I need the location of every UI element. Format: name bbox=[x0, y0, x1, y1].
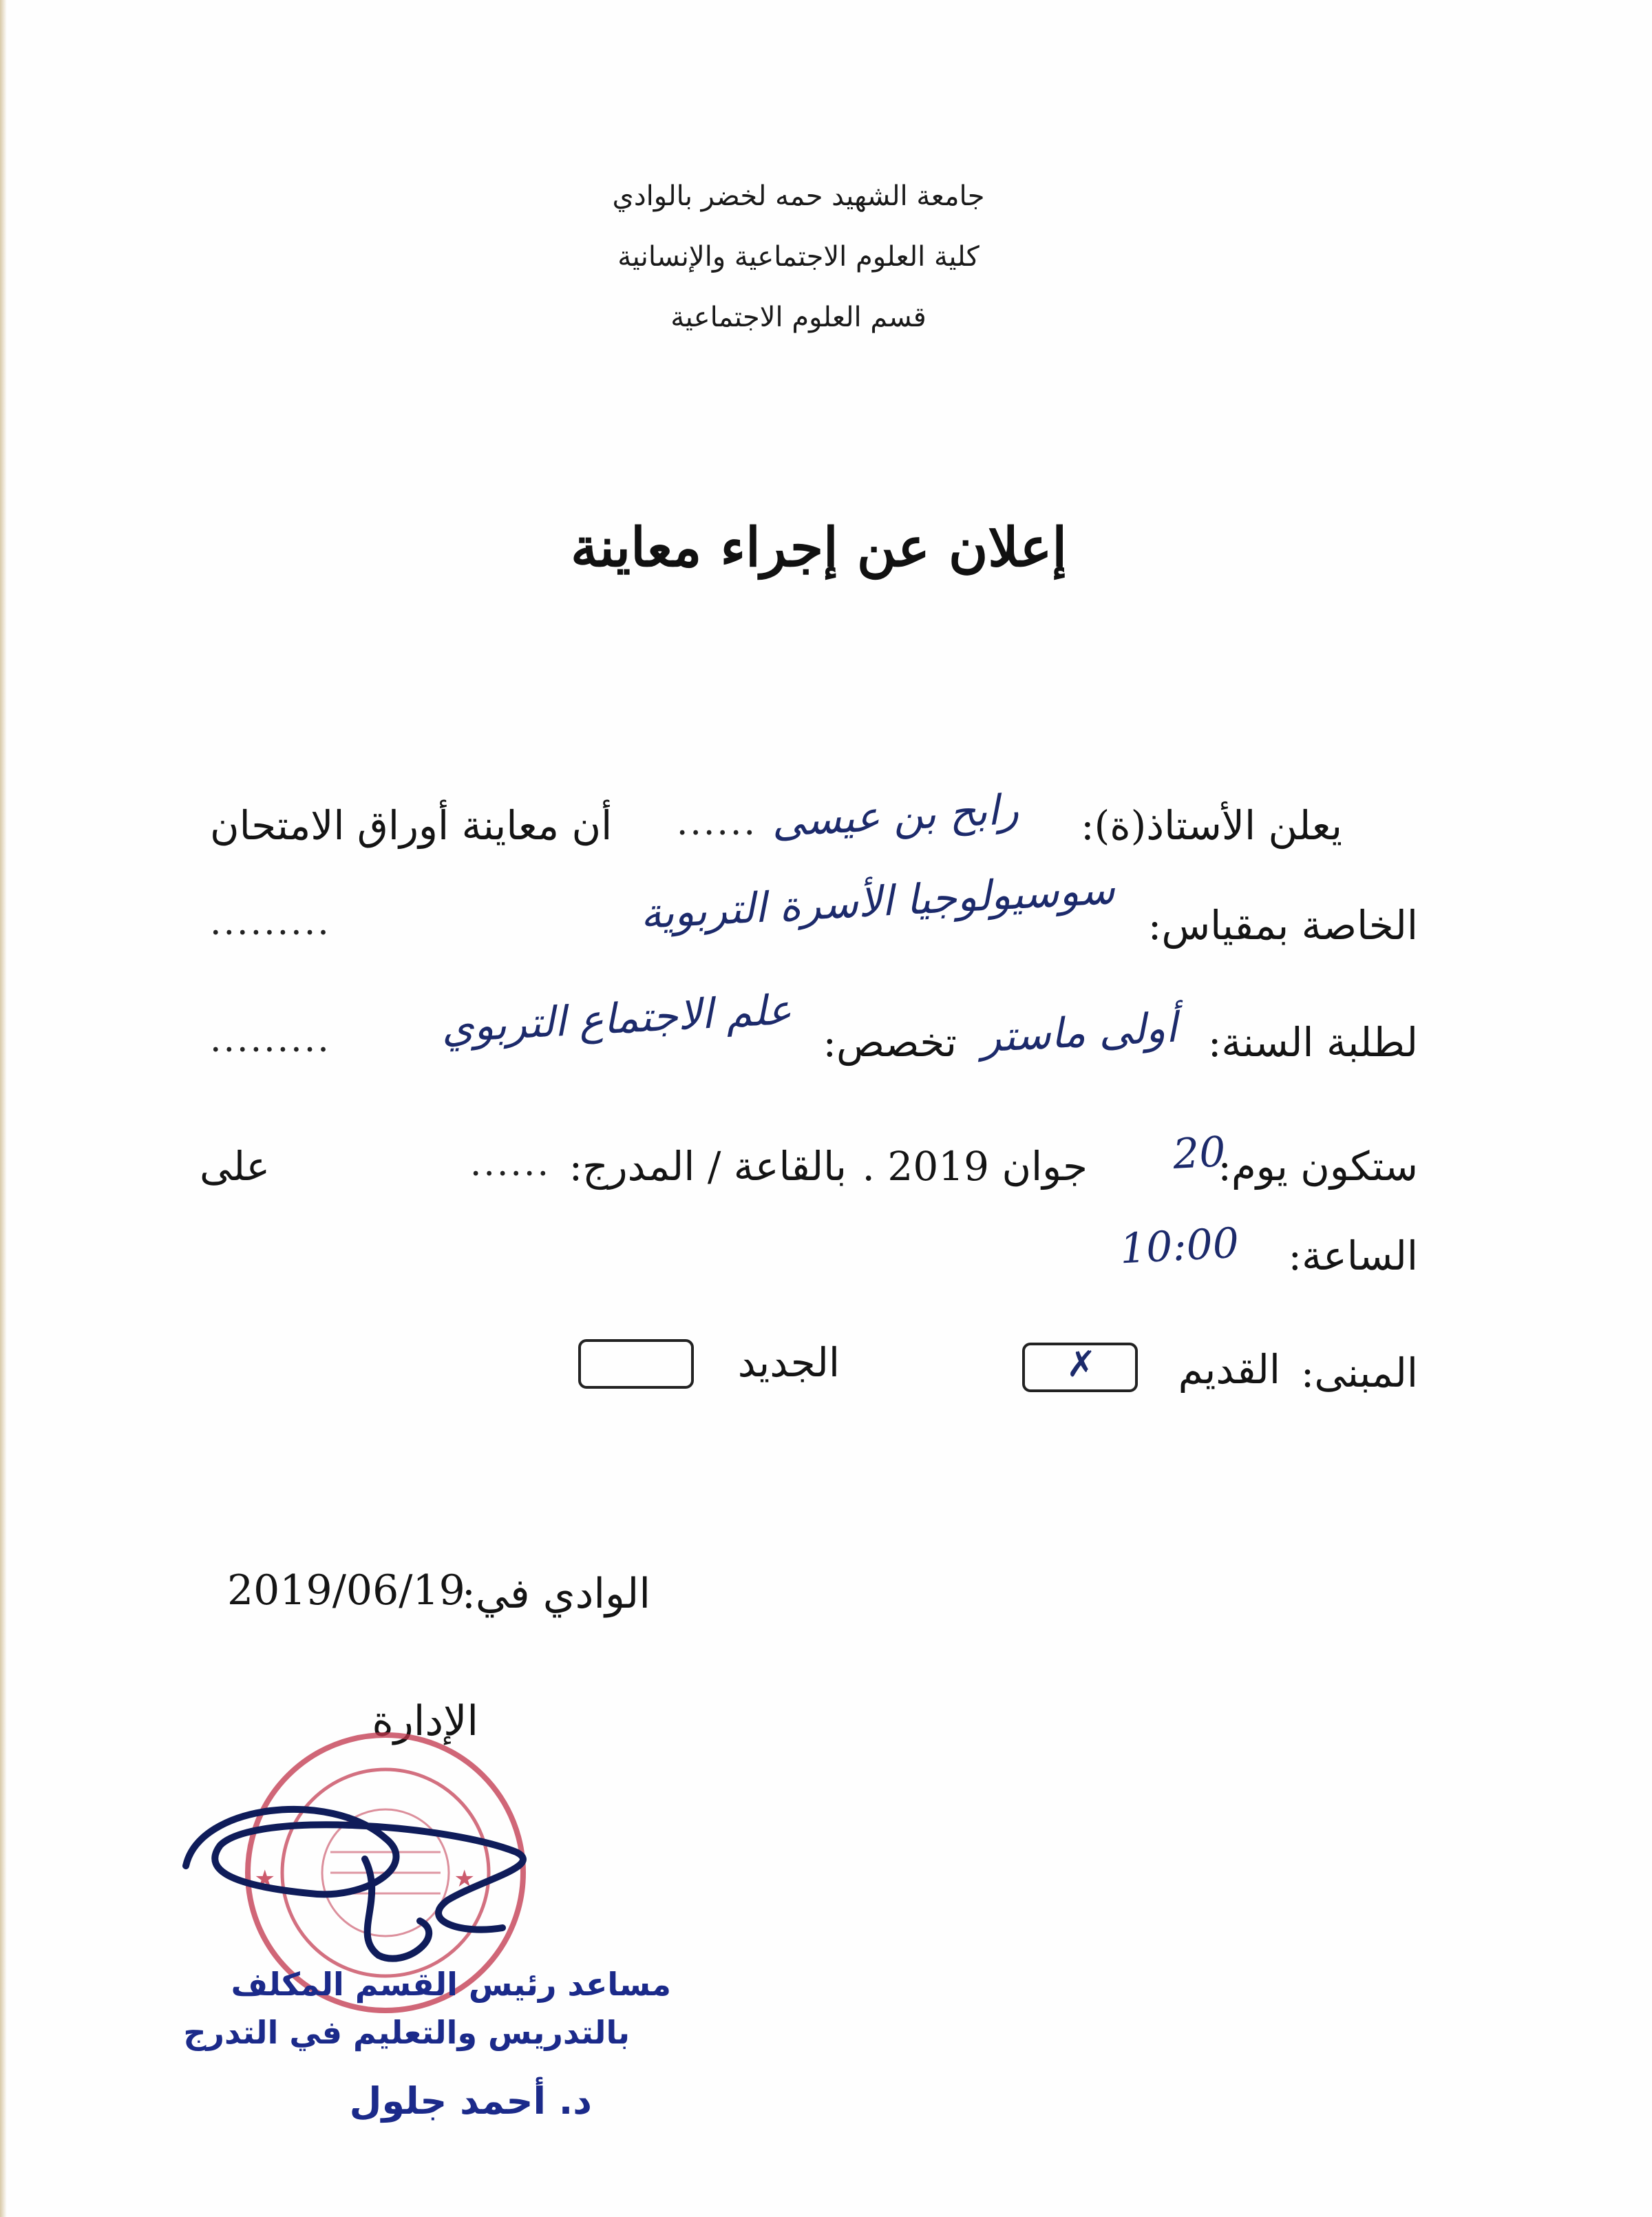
handwritten-signature bbox=[158, 1763, 613, 1983]
line2-prefix: الخاصة بمقياس: bbox=[1147, 902, 1418, 949]
document-title: إعلان عن إجراء معاينة bbox=[571, 516, 1067, 579]
line3-specialty-label: تخصص: bbox=[823, 1019, 957, 1066]
line1-handwritten-name: رابح بن عيسى bbox=[770, 785, 1020, 847]
administration-label: الإدارة bbox=[372, 1697, 478, 1745]
faculty-name: كلية العلوم الاجتماعية والإنسانية bbox=[617, 241, 979, 273]
line2-dots: ......... bbox=[210, 902, 331, 943]
check-mark-icon: ✗ bbox=[1066, 1344, 1097, 1385]
line5-prefix: الساعة: bbox=[1288, 1232, 1418, 1279]
line3-handwritten-year: أولى ماستر bbox=[979, 1003, 1178, 1062]
signoff-name: د. أحمد جلول bbox=[349, 2079, 592, 2123]
line1-dots: ...... bbox=[676, 802, 757, 843]
line1-prefix: يعلن الأستاذ(ة): bbox=[1081, 802, 1342, 849]
svg-text:★: ★ bbox=[254, 1865, 275, 1893]
building-old-checkbox[interactable] bbox=[1022, 1343, 1138, 1392]
date-value: 2019/06/19 bbox=[227, 1566, 465, 1615]
building-label: المبنى: bbox=[1300, 1349, 1418, 1396]
line2-handwritten-subject: سوسيولوجيا الأسرة التربوية bbox=[639, 865, 1116, 939]
line1-suffix: أن معاينة أوراق الامتحان bbox=[210, 802, 613, 849]
line3-dots: ......... bbox=[210, 1019, 331, 1060]
svg-text:★: ★ bbox=[454, 1865, 475, 1893]
building-new-label: الجديد bbox=[737, 1339, 840, 1386]
line4-suffix: على bbox=[200, 1143, 271, 1190]
line3-handwritten-specialty: علم الاجتماع التربوي bbox=[440, 985, 793, 1053]
scan-edge bbox=[0, 0, 7, 2217]
line4-month-year: جوان 2019 . bbox=[862, 1143, 1088, 1190]
university-name: جامعة الشهيد حمه لخضر بالوادي bbox=[612, 180, 985, 212]
line4-prefix: ستكون يوم: bbox=[1218, 1143, 1418, 1190]
line5-handwritten-time: 10:00 bbox=[1119, 1219, 1240, 1274]
building-new-checkbox[interactable] bbox=[578, 1339, 694, 1389]
signoff-role-line2: بالتدريس والتعليم في التدرج bbox=[183, 2014, 630, 2051]
building-old-label: القديم bbox=[1178, 1346, 1280, 1393]
line4-dots: ...... bbox=[469, 1143, 551, 1184]
line4-room-label: بالقاعة / المدرج: bbox=[569, 1143, 847, 1190]
line3-prefix: لطلبة السنة: bbox=[1207, 1019, 1418, 1066]
date-prefix: الوادي في: bbox=[461, 1570, 650, 1618]
department-name: قسم العلوم الاجتماعية bbox=[670, 302, 926, 333]
line4-handwritten-day: 20 bbox=[1171, 1128, 1227, 1179]
signoff-role-line1: مساعد رئيس القسم المكلف bbox=[231, 1966, 671, 2003]
